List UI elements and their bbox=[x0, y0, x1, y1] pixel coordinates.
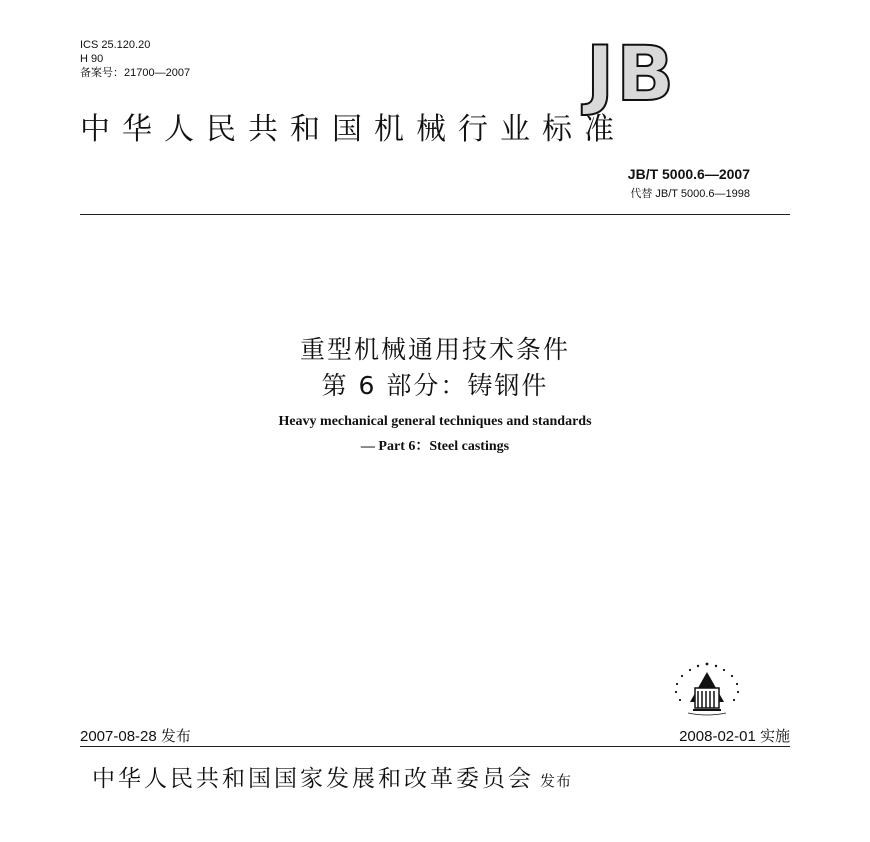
document-meta bbox=[80, 38, 190, 80]
issuer-name: 中华人民共和国国家发展和改革委员会 bbox=[92, 766, 534, 792]
standard-number: JB/T 5000.6—2007 bbox=[627, 166, 750, 182]
issue-date: 2007-08-28 发布 bbox=[80, 728, 191, 745]
ics-code: ICS 25.120.20 bbox=[80, 39, 151, 51]
top-divider bbox=[80, 214, 790, 215]
title-cn-line1: 重型机械通用技术条件 bbox=[299, 335, 570, 364]
standard-replaces: 代替 JB/T 5000.6—1998 bbox=[630, 188, 750, 200]
title-en-line2: — Part 6：Steel castings bbox=[360, 439, 510, 454]
title-cn-line2: 第 6 部分：铸钢件 bbox=[321, 371, 549, 400]
title-en-line1: Heavy mechanical general techniques and standards bbox=[278, 414, 592, 429]
implementation-date: 2008-02-01 实施 bbox=[679, 728, 790, 745]
bottom-divider bbox=[80, 746, 790, 747]
category-code: H 90 bbox=[80, 53, 104, 65]
jb-logo: JB bbox=[586, 29, 677, 118]
filing-number: 备案号：21700—2007 bbox=[80, 67, 191, 79]
issuer bbox=[92, 760, 572, 793]
issuer-suffix: 发布 bbox=[540, 772, 573, 790]
publisher-emblem-icon bbox=[668, 658, 746, 718]
standard-title: 中华人民共和国机械行业标准 bbox=[80, 112, 626, 147]
